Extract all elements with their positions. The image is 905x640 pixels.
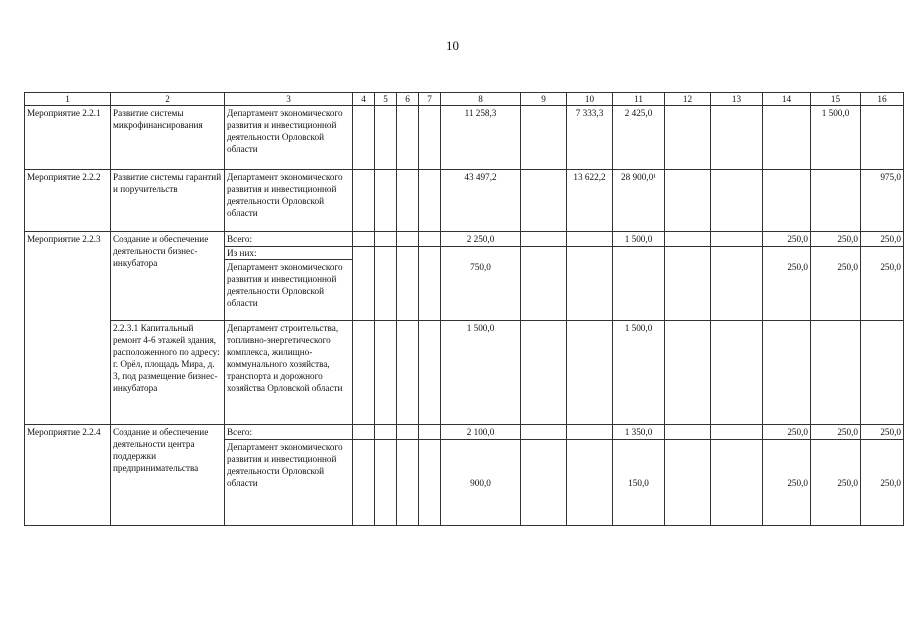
cell-value: 900,0 <box>441 440 521 526</box>
cell-value: 1 500,0 <box>613 321 665 425</box>
cell-value: 750,0 <box>441 247 521 321</box>
cell-value: 250,0 <box>861 232 904 247</box>
page-number: 10 <box>446 38 459 53</box>
measure-name: Создание и обеспечение деятельности центра поддержки предпринимательства <box>111 425 225 526</box>
header-row <box>25 93 904 106</box>
cell-value: 250,0 <box>763 247 811 321</box>
executor: Департамент экономического развития и инвестиционной деятельности Орловской области <box>225 170 353 232</box>
col-header: 14 <box>763 93 811 106</box>
col-header: 15 <box>811 93 861 106</box>
total-label: Всего: <box>225 232 353 247</box>
cell-value: 975,0 <box>861 170 904 232</box>
cell-value: 250,0 <box>861 425 904 440</box>
cell-total: 1 500,0 <box>441 321 521 425</box>
cell-value: 2 425,0 <box>613 106 665 170</box>
measure-name: 2.2.3.1 Капитальный ремонт 4-6 этажей здания, расположенного по адресу: г. Орёл, площадь Мира, д. 3, под размещение бизнес-инкубатора <box>111 321 225 425</box>
cell-value: 1 350,0 <box>613 425 665 440</box>
col-header: 10 <box>567 93 613 106</box>
col-header: 5 <box>375 93 397 106</box>
table-row <box>25 425 904 440</box>
col-header: 6 <box>397 93 419 106</box>
col-header: 4 <box>353 93 375 106</box>
cell-value: 250,0 <box>811 232 861 247</box>
cell-value: 150,0 <box>613 440 665 526</box>
cell-value: 1 500,0 <box>811 106 861 170</box>
budget-table <box>24 92 904 526</box>
col-header: 9 <box>521 93 567 106</box>
col-header: 1 <box>25 93 111 106</box>
cell-total: 11 258,3 <box>441 106 521 170</box>
cell-total: 2 100,0 <box>441 425 521 440</box>
measure-code: Мероприятие 2.2.3 <box>25 232 111 425</box>
cell-total: 2 250,0 <box>441 232 521 247</box>
table-row <box>25 106 904 170</box>
executor: Департамент экономического развития и инвестиционной деятельности Орловской области <box>225 440 353 526</box>
cell-total: 43 497,2 <box>441 170 521 232</box>
table-row <box>25 170 904 232</box>
measure-name: Развитие системы гарантий и поручительств <box>111 170 225 232</box>
cell-value: 250,0 <box>811 440 861 526</box>
executor: Департамент строительства, топливно-энергетического комплекса, жилищно-коммунального хозяйства, транспорта и дорожного хозяйства Орловской области <box>225 321 353 425</box>
measure-name: Развитие системы микрофинансирования <box>111 106 225 170</box>
col-header: 13 <box>711 93 763 106</box>
col-header: 7 <box>419 93 441 106</box>
cell-value: 250,0 <box>861 247 904 321</box>
col-header: 11 <box>613 93 665 106</box>
measure-code: Мероприятие 2.2.2 <box>25 170 111 232</box>
executor-dept: Департамент экономического развития и инвестиционной деятельности Орловской области <box>227 262 343 308</box>
col-header: 2 <box>111 93 225 106</box>
cell-value: 250,0 <box>763 232 811 247</box>
measure-name: Создание и обеспечение деятельности бизнес-инкубатора <box>111 232 225 321</box>
total-label: Всего: <box>225 425 353 440</box>
col-header: 12 <box>665 93 711 106</box>
executor: Департамент экономического развития и инвестиционной деятельности Орловской области <box>225 106 353 170</box>
col-header: 8 <box>441 93 521 106</box>
cell-value: 250,0 <box>763 440 811 526</box>
cell-value: 28 900,0¹ <box>613 170 665 232</box>
executor <box>225 247 353 321</box>
cell-value: 7 333,3 <box>567 106 613 170</box>
of-which-label: Из них: <box>225 247 352 260</box>
table-row <box>25 232 904 247</box>
cell-value: 250,0 <box>763 425 811 440</box>
col-header: 16 <box>861 93 904 106</box>
cell-value: 13 622,2 <box>567 170 613 232</box>
col-header: 3 <box>225 93 353 106</box>
measure-code: Мероприятие 2.2.4 <box>25 425 111 526</box>
table-row <box>25 321 904 425</box>
cell-value: 250,0 <box>861 440 904 526</box>
cell-value: 250,0 <box>811 247 861 321</box>
cell-value: 1 500,0 <box>613 232 665 247</box>
cell-value: 250,0 <box>811 425 861 440</box>
measure-code: Мероприятие 2.2.1 <box>25 106 111 170</box>
